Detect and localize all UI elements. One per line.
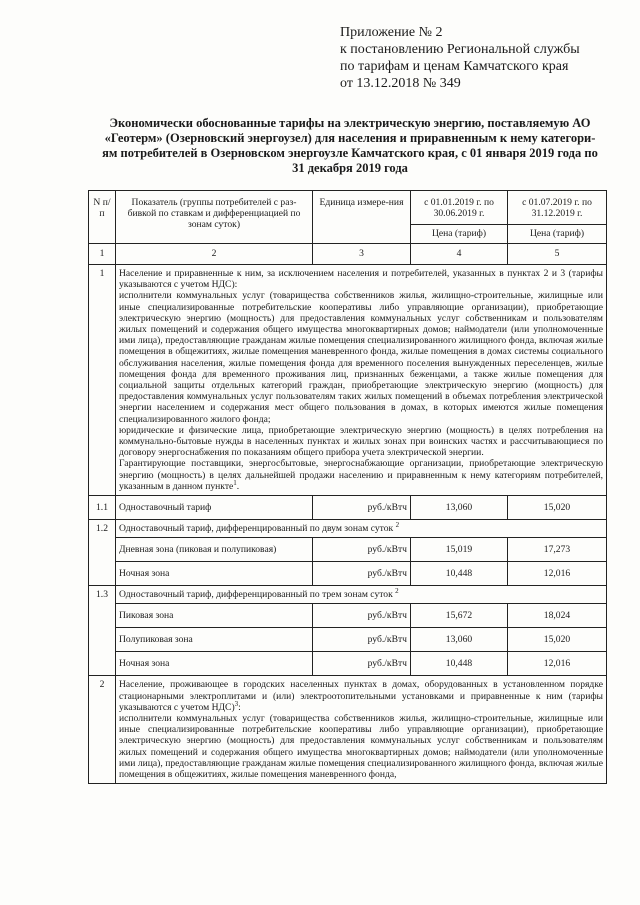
row-number: 1.2 xyxy=(89,520,116,586)
tariff-label: Ночная зона xyxy=(116,562,313,586)
tariff-value-period-1: 10,448 xyxy=(411,652,508,676)
tariff-value-period-1: 15,019 xyxy=(411,538,508,562)
tariff-unit: руб./кВтч xyxy=(313,562,411,586)
column-number: 1 xyxy=(89,244,116,265)
appendix-header xyxy=(340,24,630,92)
table-header-row xyxy=(89,191,607,225)
table-row-2 xyxy=(89,676,607,784)
row-2-paragraph-1 xyxy=(119,679,603,713)
header-n: N п/п xyxy=(89,191,116,244)
tariff-label: Одноставочный тариф xyxy=(116,496,313,520)
title-line-4: 31 декабря 2019 года xyxy=(292,161,408,175)
appendix-line-3: по тарифам и ценам Камчатского края xyxy=(340,59,569,74)
subgroup-heading xyxy=(116,520,607,538)
tariff-label: Ночная зона xyxy=(116,652,313,676)
title-line-3: ям потребителей в Озерновском энергоузле Камчатского края, с 01 января 2019 года по xyxy=(102,146,598,160)
row-1-paragraph-4-text: Гарантирующие поставщики, энергосбытовые, энергоснабжающие организации, приобретающие электрическую энергию (мощность) в целях дальнейшей продажи населению и приравненным к нему категориям потребителей, указанным в данном пункте xyxy=(119,458,603,492)
row-number: 2 xyxy=(89,676,116,784)
footnote-marker: 1 xyxy=(233,478,237,487)
document-title xyxy=(90,116,610,176)
table-row xyxy=(89,604,607,628)
footnote-marker: 2 xyxy=(395,520,400,529)
table-row xyxy=(89,538,607,562)
appendix-line-1: Приложение № 2 xyxy=(340,25,443,40)
row-1-paragraph-4-end: . xyxy=(236,480,240,492)
tariff-value-period-1: 13,060 xyxy=(411,496,508,520)
tariff-value-period-2: 12,016 xyxy=(508,652,607,676)
row-1-paragraph-4 xyxy=(119,458,603,492)
tariff-unit: руб./кВтч xyxy=(313,604,411,628)
table-row-1-1 xyxy=(89,496,607,520)
tariff-value-period-2: 18,024 xyxy=(508,604,607,628)
row-2-description xyxy=(116,676,607,784)
tariff-value-period-1: 13,060 xyxy=(411,628,508,652)
tariff-label: Пиковая зона xyxy=(116,604,313,628)
tariff-label: Дневная зона (пиковая и полупиковая) xyxy=(116,538,313,562)
tariff-value-period-1: 10,448 xyxy=(411,562,508,586)
footnote-marker: 2 xyxy=(395,587,399,596)
tariff-table xyxy=(88,190,607,784)
appendix-line-2: к постановлению Региональной службы xyxy=(340,42,580,57)
row-1-paragraph-1: Население и приравненные к ним, за исключением населения и потребителей, указанных в пунктах 2 и 3 (тарифы указываются с учетом НДС): xyxy=(119,268,603,291)
footnote-marker: 3 xyxy=(234,699,239,708)
row-number: 1.1 xyxy=(89,496,116,520)
title-line-2: «Геотерм» (Озерновский энергоузел) для населения и приравненным к нему категори- xyxy=(104,131,596,145)
tariff-unit: руб./кВтч xyxy=(313,538,411,562)
header-period-1: с 01.01.2019 г. по 30.06.2019 г. xyxy=(411,191,508,225)
column-number: 5 xyxy=(508,244,607,265)
tariff-value-period-2: 15,020 xyxy=(508,496,607,520)
row-1-paragraph-3: юридические и физические лица, приобретающие электрическую энергию (мощность) в целях потребления на коммунально-бытовые нужды в населенных пунктах и жилых зонах при воинских частях и рассчитывающиеся по договору энергоснабжения по показаниям общего прибора учета электрической энергии. xyxy=(119,424,603,459)
header-indicator: Показатель (группы потребителей с раз-бивкой по ставкам и дифференциацией по зонам суток) xyxy=(116,191,313,244)
subgroup-heading xyxy=(116,586,607,604)
row-2-paragraph-1-end: : xyxy=(238,701,241,713)
row-2-paragraph-2: исполнители коммунальных услуг (товарищества собственников жилья, жилищно-строительные, жилищные или иные специализированные потребительские кооперативы либо управляющие организации), приобретающие электрическую энергию (мощность) для предоставления коммунальных услуг собственникам и пользователям жилых помещений и содержания общего имущества многоквартирных домов; наймодатели (или уполномоченные ими лица), предоставляющие гражданам жилые помещения специализированного жилищного фонда, включая жилые помещения в общежитиях, жилые помещения маневренного фонда, xyxy=(119,713,603,781)
tariff-value-period-2: 17,273 xyxy=(508,538,607,562)
tariff-label: Полупиковая зона xyxy=(116,628,313,652)
header-price-1: Цена (тариф) xyxy=(411,225,508,244)
subgroup-heading-text: Одноставочный тариф, дифференцированный по двум зонам суток xyxy=(119,523,394,535)
row-2-paragraph-1-text: Население, проживающее в городских населенных пунктах в домах, оборудованных в установленном порядке стационарными электроплитами и (или) электроотопительными установками и приравненные к ним (тарифы указываются с учетом НДС) xyxy=(119,679,603,713)
table-row xyxy=(89,562,607,586)
table-row-1-2-heading xyxy=(89,520,607,538)
row-number: 1 xyxy=(89,265,116,496)
tariff-unit: руб./кВтч xyxy=(313,496,411,520)
table-row-1 xyxy=(89,265,607,496)
header-period-2: с 01.07.2019 г. по 31.12.2019 г. xyxy=(508,191,607,225)
subgroup-heading-text: Одноставочный тариф, дифференцированный по трем зонам суток xyxy=(119,589,393,601)
tariff-value-period-1: 15,672 xyxy=(411,604,508,628)
column-number: 3 xyxy=(313,244,411,265)
appendix-line-4: от 13.12.2018 № 349 xyxy=(340,76,461,91)
tariff-value-period-2: 15,020 xyxy=(508,628,607,652)
column-number: 4 xyxy=(411,244,508,265)
tariff-unit: руб./кВтч xyxy=(313,652,411,676)
header-price-2: Цена (тариф) xyxy=(508,225,607,244)
title-line-1: Экономически обоснованные тарифы на электрическую энергию, поставляемую АО xyxy=(109,116,591,130)
row-1-paragraph-2: исполнители коммунальных услуг (товарищества собственников жилья, жилищно-строительные, жилищные или иные специализированные потребительские кооперативы либо управляющие организации), приобретающие электрическую энергию (мощность) для предоставления коммунальных услуг собственникам и пользователям жилых помещений и содержания общего имущества многоквартирных домов; наймодатели (или уполномоченные ими лица), предоставляющие гражданам жилые помещения специализированного жилищного фонда, включая жилые помещения в общежитиях, жилые помещения маневренного фонда, жилые помещения в домах системы социального обслуживания населения, жилые помещения фонда для временного поселения вынужденных переселенцев, жилые помещения фонда для временного проживания лиц, признанных беженцами, а также жилые помещения для социальной защиты отдельных категорий граждан, приобретающие электрическую энергию (мощность) для предоставления коммунальных услуг пользователям таких жилых помещений в объемах потребления электрической энергии населением и содержания мест общего пользования в домах, в которых имеются жилые помещения специализированного жилого фонда; xyxy=(119,290,603,425)
table-row-1-3-heading xyxy=(89,586,607,604)
column-number: 2 xyxy=(116,244,313,265)
column-numbers-row xyxy=(89,244,607,265)
table-row xyxy=(89,652,607,676)
row-number: 1.3 xyxy=(89,586,116,676)
row-1-description xyxy=(116,265,607,496)
table-row xyxy=(89,628,607,652)
tariff-unit: руб./кВтч xyxy=(313,628,411,652)
header-unit: Единица измере-ния xyxy=(313,191,411,244)
tariff-value-period-2: 12,016 xyxy=(508,562,607,586)
